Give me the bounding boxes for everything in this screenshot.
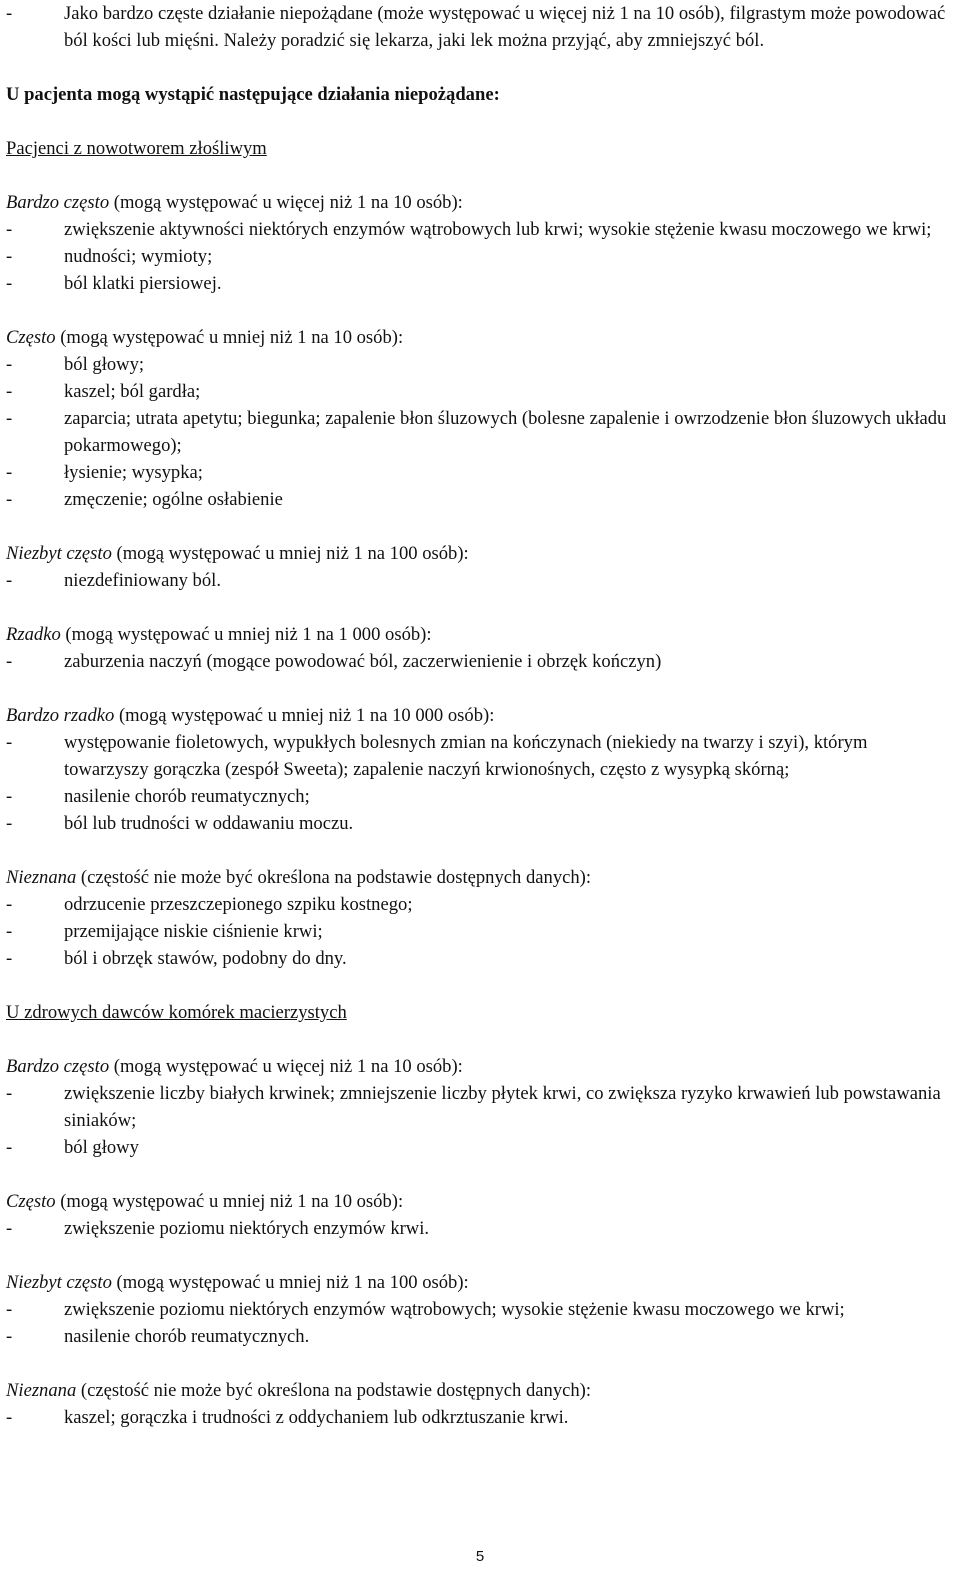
list-item [6,378,952,405]
list-item [6,351,952,378]
page-number: 5 [475,1548,485,1565]
bullet-dash: - [6,354,13,375]
frequency-description: (mogą występować u więcej niż 1 na 10 osób): [109,1056,463,1077]
frequency-label: Nieznana [6,1380,77,1401]
bullet-dash: - [6,732,13,753]
list-item [6,1134,952,1161]
frequency-header [6,864,952,891]
section-title: U zdrowych dawców komórek macierzystych [6,1002,347,1023]
bullet-dash: - [6,651,13,672]
list-item-text: łysienie; wysypka; [64,462,203,483]
list-item-text: zwiększenie poziomu niektórych enzymów krwi. [64,1218,430,1239]
list-item-text: zwiększenie liczby białych krwinek; zmniejszenie liczby płytek krwi, co zwiększa ryzyko krwawień lub powstawania siniaków; [64,1083,941,1131]
frequency-header [6,189,952,216]
bullet-dash: - [6,1299,13,1320]
list-item-text: kaszel; ból gardła; [64,381,201,402]
list-item-text: kaszel; gorączka i trudności z oddychaniem lub odkrztuszanie krwi. [64,1407,569,1428]
list-item [6,918,952,945]
list-item [6,1323,952,1350]
bullet-dash: - [6,1326,13,1347]
list-item-text: przemijające niskie ciśnienie krwi; [64,921,323,942]
bullet-dash: - [6,219,13,240]
frequency-label: Często [6,1191,56,1212]
bullet-dash: - [6,813,13,834]
bullet-dash: - [6,1218,13,1239]
frequency-description: (mogą występować u mniej niż 1 na 10 osób): [55,327,404,348]
list-item-text: niezdefiniowany ból. [64,570,221,591]
bullet-dash: - [6,948,13,969]
list-item [6,1080,952,1134]
list-item-text: ból lub trudności w oddawaniu moczu. [64,813,354,834]
frequency-description: (częstość nie może być określona na podstawie dostępnych danych): [76,867,592,888]
frequency-header [6,621,952,648]
bullet-dash: - [6,1137,13,1158]
list-item-text: występowanie fioletowych, wypukłych bolesnych zmian na kończynach (niekiedy na twarzy i szyi), którym towarzyszy gorączka (zespół Sweeta); zapalenie naczyń krwionośnych, często z wysypką skórną; [64,732,868,780]
frequency-description: (mogą występować u mniej niż 1 na 100 osób): [111,543,469,564]
list-item [6,459,952,486]
list-item-text: zwiększenie aktywności niektórych enzymów wątrobowych lub krwi; wysokie stężenie kwasu moczowego we krwi; [64,219,932,240]
frequency-description: (mogą występować u więcej niż 1 na 10 osób): [109,192,463,213]
bullet-dash: - [6,408,13,429]
document-body [6,0,952,1431]
bullet-dash: - [6,462,13,483]
frequency-header [6,1377,952,1404]
bullet-dash: - [6,489,13,510]
list-item-text: zmęczenie; ogólne osłabienie [64,489,283,510]
list-item-text: ból klatki piersiowej. [64,273,222,294]
list-item [6,945,952,972]
list-item [6,1296,952,1323]
section-heading: U pacjenta mogą wystąpić następujące działania niepożądane: [6,84,500,105]
bullet-dash: - [6,921,13,942]
bullet-dash: - [6,246,13,267]
intro-item [6,0,952,54]
bullet-dash: - [6,570,13,591]
list-item [6,1404,952,1431]
list-item [6,891,952,918]
frequency-header [6,702,952,729]
list-item-text: nasilenie chorób reumatycznych; [64,786,310,807]
list-item [6,486,952,513]
list-item [6,567,952,594]
list-item-text: zwiększenie poziomu niektórych enzymów wątrobowych; wysokie stężenie kwasu moczowego we krwi; [64,1299,845,1320]
list-item-text: zaparcia; utrata apetytu; biegunka; zapalenie błon śluzowych (bolesne zapalenie i owrzodzenie błon śluzowych układu pokarmowego); [64,408,947,456]
frequency-label: Bardzo rzadko [6,705,115,726]
list-item [6,810,952,837]
frequency-header [6,1188,952,1215]
list-item-text: nudności; wymioty; [64,246,213,267]
list-item [6,270,952,297]
bullet-dash: - [6,1083,13,1104]
frequency-label: Niezbyt często [6,1272,112,1293]
frequency-label: Niezbyt często [6,543,112,564]
frequency-description: (mogą występować u mniej niż 1 na 1 000 osób): [60,624,432,645]
frequency-label: Bardzo często [6,192,110,213]
frequency-label: Rzadko [6,624,61,645]
frequency-description: (mogą występować u mniej niż 1 na 10 osób): [55,1191,404,1212]
frequency-description: (częstość nie może być określona na podstawie dostępnych danych): [76,1380,592,1401]
frequency-header [6,324,952,351]
list-item-text: zaburzenia naczyń (mogące powodować ból, zaczerwienienie i obrzęk kończyn) [64,651,662,672]
bullet-dash: - [6,786,13,807]
frequency-header [6,1053,952,1080]
frequency-header [6,1269,952,1296]
list-item [6,1215,952,1242]
frequency-label: Bardzo często [6,1056,110,1077]
list-item-text: ból głowy [64,1137,139,1158]
list-item [6,729,952,783]
list-item [6,648,952,675]
list-item-text: odrzucenie przeszczepionego szpiku kostnego; [64,894,413,915]
list-item [6,243,952,270]
intro-text: Jako bardzo częste działanie niepożądane (może występować u więcej niż 1 na 10 osób), filgrastym może powodować ból kości lub mięśni. Należy poradzić się lekarza, jaki lek można przyjąć, aby zmniejszyć ból. [64,3,946,51]
bullet-dash: - [6,381,13,402]
frequency-label: Nieznana [6,867,77,888]
bullet-dash: - [6,1407,13,1428]
list-item-text: ból głowy; [64,354,145,375]
bullet-dash: - [6,3,13,24]
list-item [6,783,952,810]
list-item-text: nasilenie chorób reumatycznych. [64,1326,310,1347]
list-item [6,405,952,459]
bullet-dash: - [6,273,13,294]
frequency-description: (mogą występować u mniej niż 1 na 100 osób): [111,1272,469,1293]
section-title: Pacjenci z nowotworem złośliwym [6,138,267,159]
frequency-label: Często [6,327,56,348]
frequency-header [6,540,952,567]
bullet-dash: - [6,894,13,915]
frequency-description: (mogą występować u mniej niż 1 na 10 000 osób): [114,705,495,726]
list-item [6,216,952,243]
list-item-text: ból i obrzęk stawów, podobny do dny. [64,948,347,969]
